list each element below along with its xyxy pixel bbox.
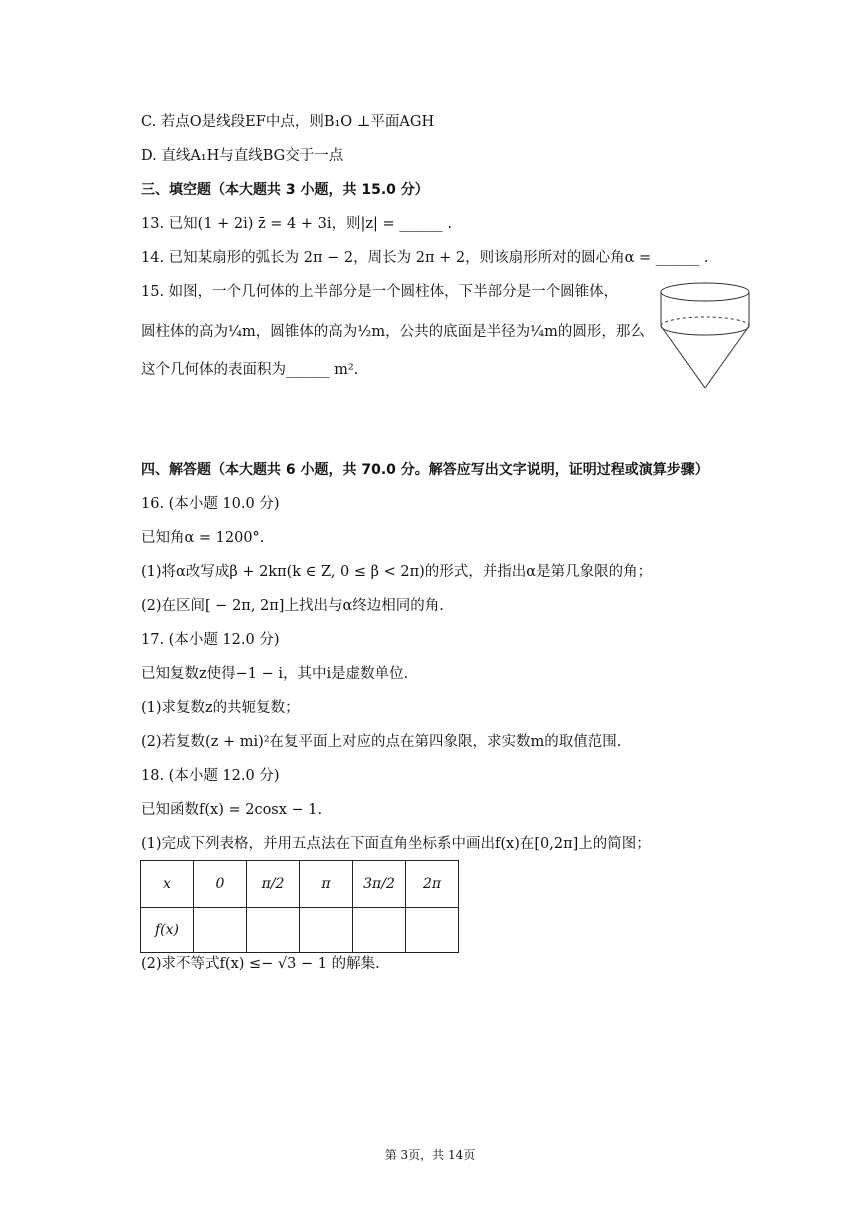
table-cell — [194, 908, 247, 953]
question-15-line2: 圆柱体的高为¼m，圆锥体的高为½m，公共的底面是半径为¼m的圆形，那么 — [141, 324, 645, 340]
line-c: C. 若点O是线段EF中点，则B₁O ⊥平面AGH — [141, 114, 435, 130]
table-cell — [300, 908, 353, 953]
question-16-stem: 已知角α = 1200°. — [141, 530, 265, 546]
table-cell: 0 — [194, 861, 247, 908]
table-cell: 2π — [406, 861, 459, 908]
section-heading-fill: 三、填空题（本大题共 3 小题，共 15.0 分） — [141, 182, 429, 198]
table-row — [141, 861, 459, 908]
table-cell — [353, 908, 406, 953]
value-table — [140, 860, 459, 953]
question-15-line1: 15. 如图，一个几何体的上半部分是一个圆柱体，下半部分是一个圆锥体， — [141, 284, 619, 300]
table-cell — [406, 908, 459, 953]
question-16: 16. (本小题 10.0 分) — [141, 496, 280, 512]
question-18-part1: (1)完成下列表格，并用五点法在下面直角坐标系中画出f(x)在[0,2π]上的简图； — [141, 836, 651, 852]
question-17-part2: (2)若复数(z + mi)²在复平面上对应的点在第四象限，求实数m的取值范围. — [141, 734, 622, 750]
question-17-stem: 已知复数z使得−1 − i，其中i是虚数单位. — [141, 666, 409, 682]
question-17: 17. (本小题 12.0 分) — [141, 632, 280, 648]
question-14: 14. 已知某扇形的弧长为 2π − 2，周长为 2π + 2，则该扇形所对的圆心角α = ______ . — [141, 250, 709, 266]
table-cell: π/2 — [247, 861, 300, 908]
page-footer: 第 3页，共 14页 — [384, 1148, 476, 1162]
table-cell: x — [141, 861, 194, 908]
table-cell: π — [300, 861, 353, 908]
table-cell — [247, 908, 300, 953]
question-16-part1: (1)将α改写成β + 2kπ(k ∈ Z, 0 ≤ β < 2π)的形式，并指出α是第几象限的角； — [141, 564, 653, 580]
question-15-line3: 这个几何体的表面积为______ m². — [141, 362, 359, 378]
question-18-stem: 已知函数f(x) = 2cosx − 1. — [141, 802, 323, 818]
table-cell: f(x) — [141, 908, 194, 953]
question-18: 18. (本小题 12.0 分) — [141, 768, 280, 784]
table-cell: 3π/2 — [353, 861, 406, 908]
table-row — [141, 908, 459, 953]
question-18-part2: (2)求不等式f(x) ≤− √3 − 1 的解集. — [141, 956, 380, 972]
line-d: D. 直线A₁H与直线BG交于一点 — [141, 148, 344, 164]
section-heading-answer: 四、解答题（本大题共 6 小题，共 70.0 分。解答应写出文字说明，证明过程或演算步骤） — [141, 462, 709, 478]
cylinder-cone-figure — [655, 280, 755, 392]
question-13: 13. 已知(1 + 2i) z̄ = 4 + 3i，则|z| = ______ . — [141, 216, 453, 232]
question-16-part2: (2)在区间[ − 2π, 2π]上找出与α终边相同的角. — [141, 598, 444, 614]
question-17-part1: (1)求复数z的共轭复数； — [141, 700, 300, 716]
